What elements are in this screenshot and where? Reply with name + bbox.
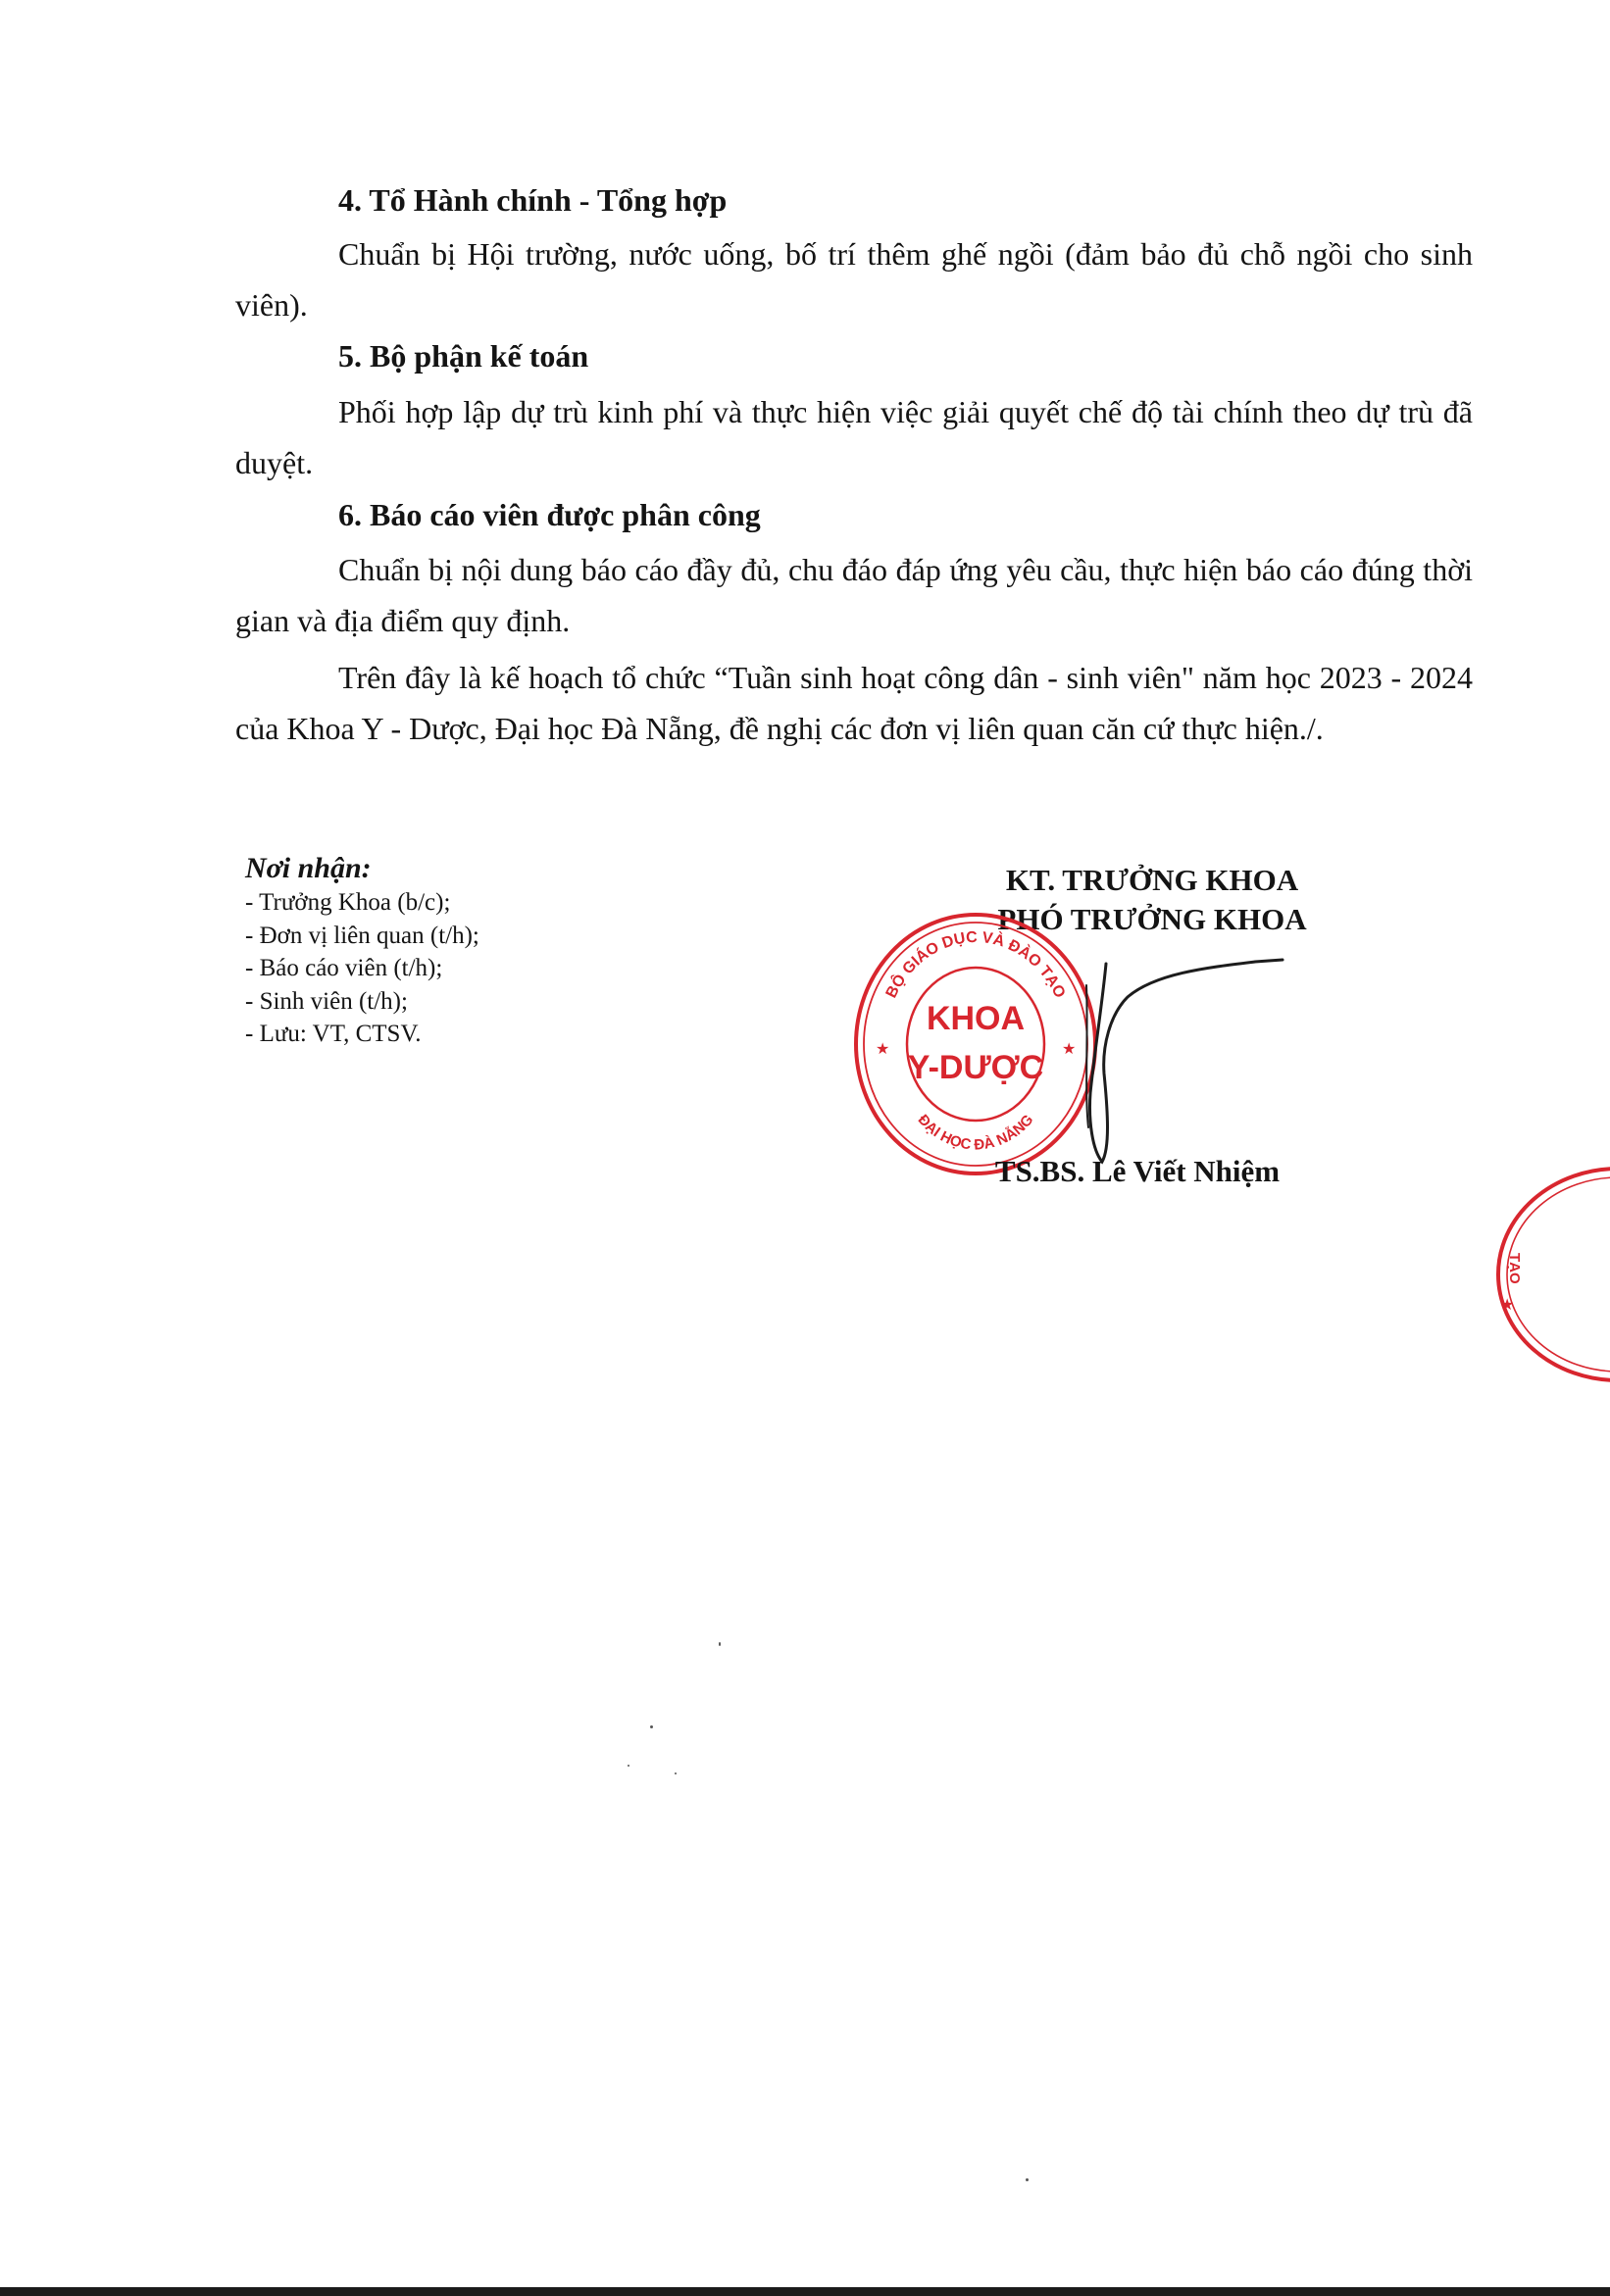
seal-star-left-icon: ★ (876, 1041, 890, 1058)
signer-name: TS.BS. Lê Viết Nhiệm (994, 1154, 1281, 1188)
scan-speck (628, 1765, 629, 1767)
section-4-heading: 4. Tổ Hành chính - Tổng hợp (338, 182, 728, 218)
scan-speck (1026, 2178, 1029, 2181)
scan-bottom-edge (0, 2287, 1610, 2296)
section-5-text: Phối hợp lập dự trù kinh phí và thực hiện việc giải quyết chế độ tài chính theo dự trù đã duyệt. (235, 394, 1473, 480)
seal-bottom-text: ĐẠI HỌC ĐÀ NẴNG (914, 1111, 1037, 1154)
signature-line-1: KT. TRƯỞNG KHOA (1005, 863, 1299, 897)
signature-line-2: PHÓ TRƯỞNG KHOA (997, 902, 1307, 936)
recipients-list (245, 886, 479, 1051)
svg-text:ĐẠI HỌC ĐÀ NẴNG (915, 1112, 1037, 1154)
partial-seal-star-icon: ★ (1500, 1297, 1515, 1314)
seal-ring-text: BỘ GIÁO DỤC VÀ ĐÀO TẠO (882, 928, 1069, 1001)
seal-center-line-2: Y-DƯỢC (907, 1049, 1044, 1086)
recipients-block (245, 851, 479, 1051)
section-6-text: Chuẩn bị nội dung báo cáo đầy đủ, chu đáo đáp ứng yêu cầu, thực hiện báo cáo đúng thời gian và địa điểm quy định. (235, 552, 1473, 638)
closing-paragraph: Trên đây là kế hoạch tổ chức “Tuần sinh hoạt công dân - sinh viên" năm học 2023 - 2024 của Khoa Y - Dược, Đại học Đà Nẵng, đề nghị các đơn vị liên quan căn cứ thực hiện./. (235, 660, 1473, 746)
handwritten-signature (1059, 956, 1294, 1167)
scan-speck (719, 1642, 721, 1646)
scan-speck (675, 1772, 677, 1774)
recipients-title: Nơi nhận: (245, 852, 372, 884)
partial-seal-text: TẠO (1506, 1253, 1523, 1284)
recipient-item: - Sinh viên (t/h); (245, 987, 408, 1015)
section-5-heading: 5. Bộ phận kế toán (338, 338, 589, 374)
seal-center-line-1: KHOA (926, 1000, 1026, 1037)
recipient-item: - Đơn vị liên quan (t/h); (245, 922, 479, 949)
recipient-item: - Báo cáo viên (t/h); (245, 955, 443, 981)
svg-text:BỘ GIÁO DỤC VÀ ĐÀO TẠO (883, 929, 1069, 1001)
scan-speck (650, 1725, 653, 1728)
recipient-item: - Lưu: VT, CTSV. (245, 1021, 422, 1047)
recipient-item: - Trưởng Khoa (b/c); (245, 889, 451, 916)
seal-star-right-icon: ★ (1062, 1041, 1077, 1058)
section-4-text: Chuẩn bị Hội trường, nước uống, bố trí thêm ghế ngồi (đảm bảo đủ chỗ ngồi cho sinh viên). (235, 236, 1473, 323)
partial-seal-edge (1471, 1165, 1610, 1385)
section-6-heading: 6. Báo cáo viên được phân công (338, 497, 761, 532)
